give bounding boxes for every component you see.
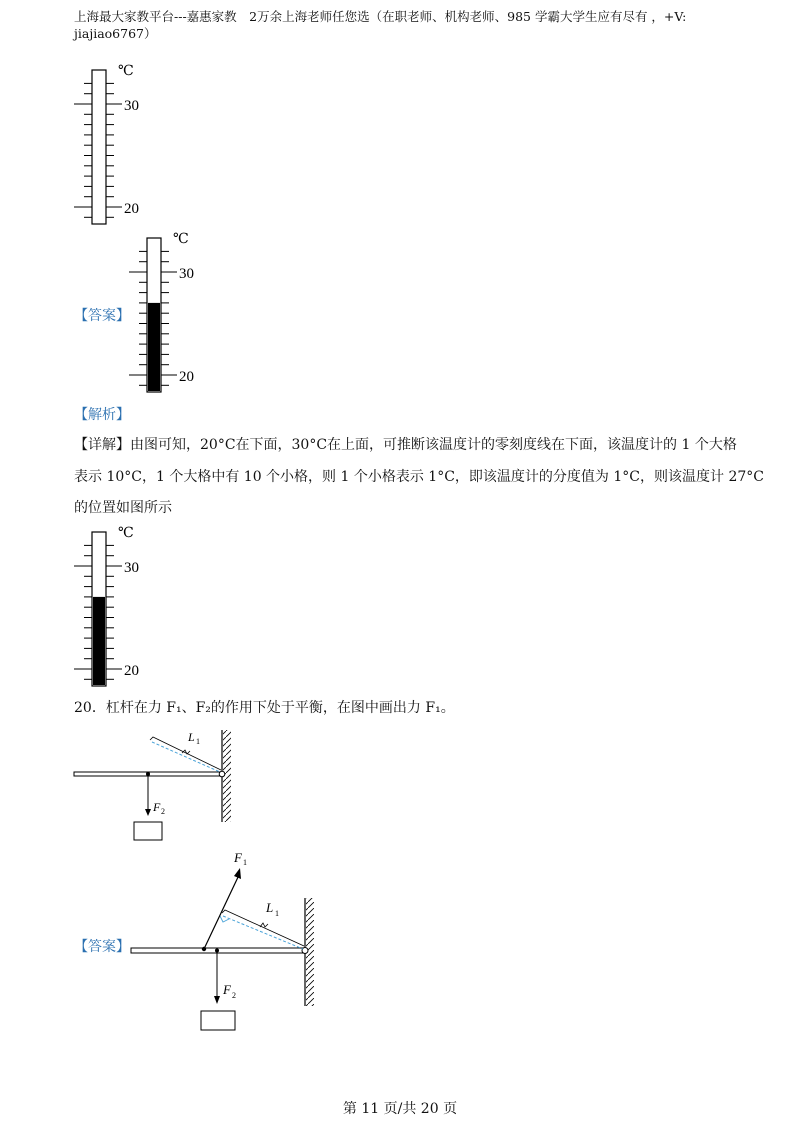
analysis-label: 【解析】 <box>74 407 130 423</box>
l1-label: L <box>266 900 274 915</box>
l1-label: L <box>188 730 195 744</box>
page-header <box>74 8 724 42</box>
thermometer-label-30: 30 <box>124 560 139 576</box>
thermometer-question <box>70 60 160 230</box>
lever-arm-line <box>152 742 220 772</box>
thermometer-label-20: 20 <box>179 369 194 385</box>
svg-text:1: 1 <box>243 858 247 867</box>
f1-label: F <box>234 850 242 865</box>
header-line-1: 上海最大家教平台---嘉惠家教 2万余上海老师任您选（在职老师、机构老师、985 学霸大学生应有尽有 ，+V: <box>74 9 687 24</box>
header-line-2: jiajiao6767） <box>74 26 157 41</box>
weight-block <box>134 822 162 840</box>
f1-arrow <box>204 875 239 949</box>
lever-diagram-answer <box>128 848 328 1033</box>
answer-label-2: 【答案】 <box>74 939 130 955</box>
thermometer-answer <box>125 228 215 398</box>
thermometer-label-20: 20 <box>124 663 139 679</box>
weight-block <box>201 1011 235 1030</box>
f2-label: F <box>153 800 161 814</box>
thermometer-unit: ℃ <box>118 64 134 79</box>
thermometer-label-30: 30 <box>179 266 194 282</box>
thermometer-detail <box>70 522 160 692</box>
svg-text:1: 1 <box>275 909 279 918</box>
svg-text:2: 2 <box>161 807 165 816</box>
f2-label: F <box>223 982 231 997</box>
thermometer-label-30: 30 <box>124 98 139 114</box>
detail-line-3: 的位置如图所示 <box>74 500 172 516</box>
lever-arm-line <box>223 916 303 949</box>
mercury-column <box>93 597 105 685</box>
mercury-column <box>148 303 160 391</box>
load-point <box>146 772 150 776</box>
pivot <box>219 771 225 777</box>
svg-text:1: 1 <box>196 737 200 746</box>
load-point <box>215 949 219 953</box>
thermometer-tube <box>92 70 106 224</box>
page-footer: 第 11 页/共 20 页 <box>342 1101 458 1117</box>
lever-diagram-question <box>70 725 250 845</box>
answer-label: 【答案】 <box>74 308 130 324</box>
thermometer-label-20: 20 <box>124 201 139 217</box>
pivot <box>302 948 308 954</box>
arm-bracket <box>222 910 304 946</box>
question-20: 20．杠杆在力 F₁、F₂的作用下处于平衡，在图中画出力 F₁。 <box>74 700 455 716</box>
svg-text:2: 2 <box>232 991 236 1000</box>
thermometer-unit: ℃ <box>173 232 189 247</box>
thermometer-unit: ℃ <box>118 526 134 541</box>
arm-bracket <box>150 737 221 770</box>
f1-point <box>202 947 206 951</box>
detail-line-2: 表示 10°C，1 个大格中有 10 个小格，则 1 个小格表示 1°C，即该温度计的分度值为 1°C，则该温度计 27°C <box>74 469 764 485</box>
detail-line-1: 【详解】由图可知，20°C在下面，30°C在上面，可推断该温度计的零刻度线在下面，该温度计的 1 个大格 <box>74 437 737 453</box>
